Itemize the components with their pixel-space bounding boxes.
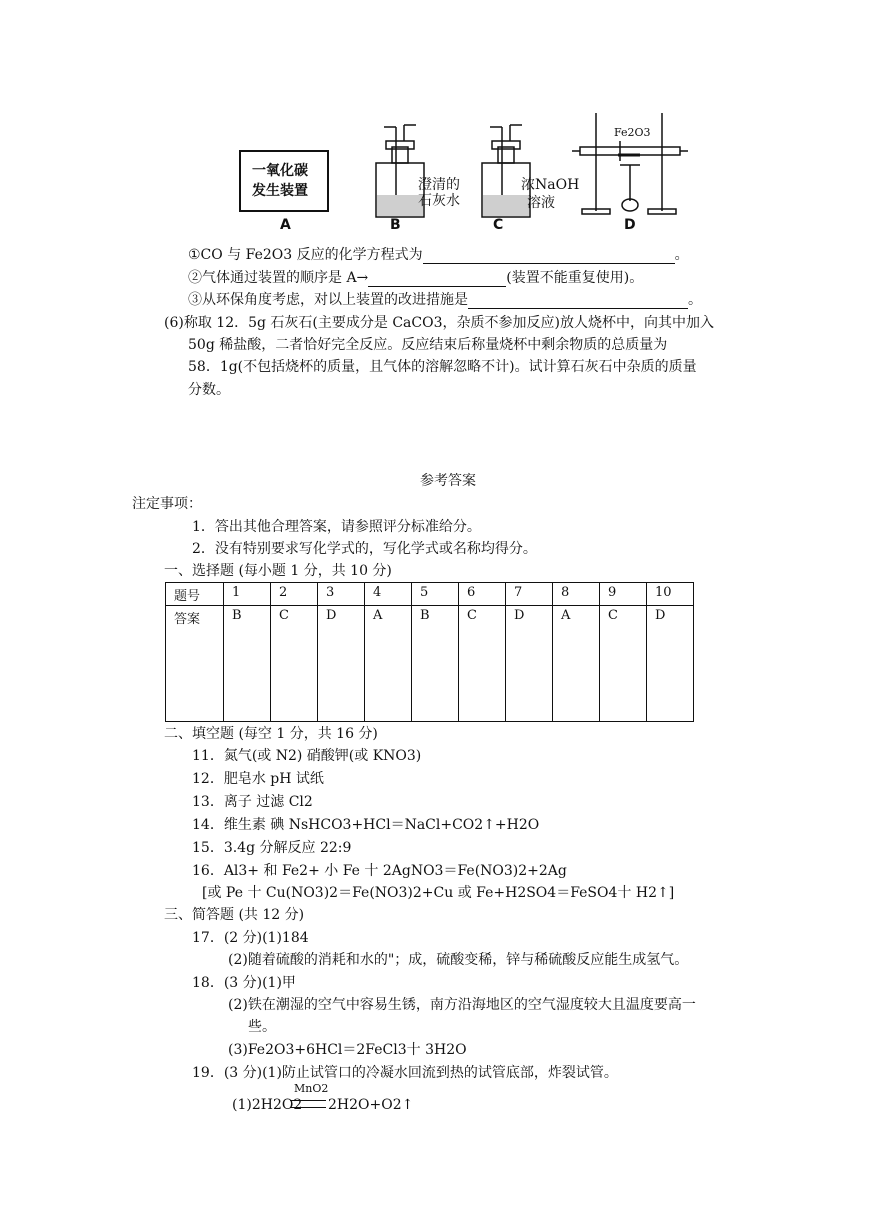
answer-14: 14．维生素 碘 NsHCO3+HCl＝NaCl+CO2↑+H2O [192, 817, 540, 833]
label-a: A [280, 217, 291, 233]
table-cell: B [412, 606, 459, 722]
bottle-c-label1: 浓NaOH [521, 177, 580, 193]
table-cell: A [365, 606, 412, 722]
section-2: 二、填空题 (每空 1 分，共 16 分) [164, 726, 378, 742]
table-cell: D [647, 606, 694, 722]
note-2: 2．没有特别要求写化学式的，写化学式或名称均得分。 [192, 541, 537, 557]
answer-15: 15．3.4g 分解反应 22:9 [192, 840, 352, 856]
table-cell: 5 [412, 583, 459, 606]
label-b: B [390, 217, 401, 233]
q6-line2: 50g 稀盐酸，二者恰好完全反应。反应结束后称量烧杯中剩余物质的总质量为 [188, 337, 668, 353]
table-cell: C [271, 606, 318, 722]
table-cell: 8 [553, 583, 600, 606]
section-3: 三、简答题 (共 12 分) [164, 907, 305, 923]
answer-17b: (2)随着硫酸的消耗和水的"；成，硫酸变稀，锌与稀硫酸反应能生成氢气。 [228, 952, 689, 968]
label-c: C [493, 217, 504, 233]
notes-heading: 注定事项： [132, 496, 202, 512]
table-header-label: 题号 [166, 583, 224, 606]
table-cell: 10 [647, 583, 694, 606]
answer-12: 12．肥皂水 pH 试纸 [192, 771, 324, 787]
table-cell: 2 [271, 583, 318, 606]
q5-line3: ③从环保角度考虑，对以上装置的改进措施是 。 [188, 292, 702, 308]
table-cell: A [553, 606, 600, 722]
q5-line2: ②气体通过装置的顺序是 A→ (装置不能重复使用)。 [188, 270, 644, 286]
table-cell: 1 [224, 583, 271, 606]
table-cell: 3 [318, 583, 365, 606]
answer-19b-right: 2H2O+O2↑ [328, 1097, 414, 1113]
note-1: 1．答出其他合理答案，请参照评分标准给分。 [192, 519, 481, 535]
table-cell: 9 [600, 583, 647, 606]
table-row [166, 606, 694, 722]
answer-18c: 些。 [248, 1019, 276, 1035]
answer-18d: (3)Fe2O3+6HCl＝2FeCl3十 3H2O [228, 1042, 467, 1058]
answer-16-alt: [或 Pe 十 Cu(NO3)2＝Fe(NO3)2+Cu 或 Fe+H2SO4＝FeSO4十 H2↑] [202, 885, 675, 901]
q6-line3: 58．1g(不包括烧杯的质量，且气体的溶解忽略不计)。试计算石灰石中杂质的质量 [188, 359, 697, 375]
answer-18a: 18．(3 分)(1)甲 [192, 975, 296, 991]
reaction-equals [290, 1100, 326, 1108]
table-cell: D [506, 606, 553, 722]
answer-17a: 17．(2 分)(1)184 [192, 930, 309, 946]
answer-table [165, 582, 694, 722]
label-d: D [624, 217, 636, 233]
table-row [166, 583, 694, 606]
answer-18b: (2)铁在潮湿的空气中容易生锈，南方沿海地区的空气湿度较大且温度要高一 [228, 997, 696, 1013]
table-answer-label: 答案 [166, 606, 224, 722]
table-cell: 6 [459, 583, 506, 606]
box-label-line1: 一氧化碳 [252, 163, 308, 179]
bottle-b-label2: 石灰水 [418, 193, 460, 209]
table-cell: C [459, 606, 506, 722]
table-cell: C [600, 606, 647, 722]
q6-line4: 分数。 [188, 382, 230, 398]
box-label-line2: 发生装置 [252, 183, 308, 199]
answers-title: 参考答案 [420, 473, 476, 489]
answer-19b-left: (1)2H2O2 [232, 1097, 303, 1113]
bottle-c-label2: 溶液 [527, 195, 555, 211]
q5-line1: ①CO 与 Fe2O3 反应的化学方程式为 。 [188, 247, 689, 263]
catalyst-label: MnO2 [294, 1082, 329, 1095]
table-cell: D [318, 606, 365, 722]
d-reagent-label: Fe2O3 [614, 126, 651, 139]
bottle-b-label1: 澄清的 [418, 177, 460, 193]
answer-19a: 19．(3 分)(1)防止试管口的冷凝水回流到热的试管底部，炸裂试管。 [192, 1065, 618, 1081]
table-cell: 7 [506, 583, 553, 606]
table-cell: B [224, 606, 271, 722]
answer-11: 11．氮气(或 N2) 硝酸钾(或 KNO3) [192, 748, 422, 764]
q6-line1: (6)称取 12．5g 石灰石(主要成分是 CaCO3，杂质不参加反应)放人烧杯中，向其中加入 [164, 315, 714, 331]
table-cell: 4 [365, 583, 412, 606]
section-1: 一、选择题 (每小题 1 分，共 10 分) [164, 563, 392, 579]
answer-16: 16．Al3+ 和 Fe2+ 小 Fe 十 2AgNO3＝Fe(NO3)2+2Ag [192, 863, 567, 879]
answer-13: 13．离子 过滤 Cl2 [192, 794, 313, 810]
